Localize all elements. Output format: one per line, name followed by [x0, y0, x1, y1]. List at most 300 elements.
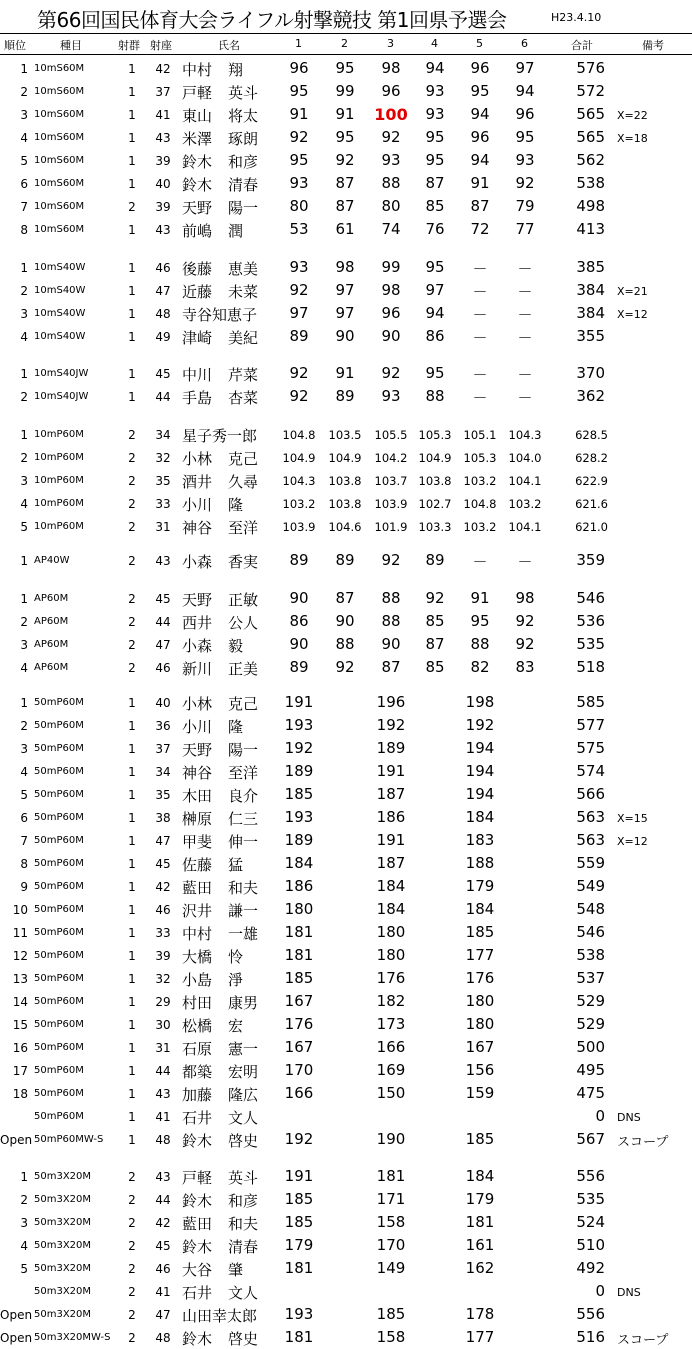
note-cell: DNS — [617, 1286, 641, 1299]
name-cell — [182, 739, 258, 760]
given-name: 杏菜 — [228, 389, 259, 407]
score-series-5: 181 — [465, 1213, 495, 1231]
score-series-3: 96 — [381, 82, 401, 100]
total-cell: 0 — [595, 1282, 605, 1300]
score-series-5: 96 — [470, 128, 490, 146]
total-cell: 559 — [576, 854, 605, 872]
score-series-2: 104.9 — [328, 451, 362, 465]
event-cell: 50mP60M — [34, 766, 84, 777]
position-cell: 39 — [155, 200, 171, 214]
score-series-4: 95 — [425, 128, 445, 146]
rank-cell: 2 — [20, 390, 28, 404]
name-cell — [182, 471, 258, 492]
score-series-3: 88 — [381, 174, 401, 192]
score-series-5: 194 — [465, 762, 495, 780]
name-cell — [182, 635, 243, 656]
table-row — [0, 514, 692, 537]
score-series-3: 103.9 — [374, 497, 408, 511]
score-series-3: 176 — [376, 969, 406, 987]
score-series-4: 85 — [425, 658, 445, 676]
given-name: 美紀 — [228, 329, 259, 347]
score-series-3: 88 — [381, 589, 401, 607]
family-name: 天野 — [182, 741, 213, 759]
rank-cell: 8 — [20, 857, 28, 871]
group-cell: 1 — [128, 1087, 136, 1101]
score-series-6: 92 — [515, 612, 535, 630]
given-name: 和夫 — [228, 1215, 259, 1233]
position-cell: 42 — [155, 1216, 171, 1230]
group-cell: 1 — [128, 903, 136, 917]
total-cell: 549 — [576, 877, 605, 895]
name-cell — [182, 854, 243, 875]
score-series-5: 194 — [465, 785, 495, 803]
score-series-6: 95 — [515, 128, 535, 146]
total-cell: 536 — [576, 612, 605, 630]
score-series-2: 97 — [335, 281, 355, 299]
event-cell: 10mS40W — [34, 308, 86, 319]
total-cell: 563 — [576, 808, 605, 826]
position-cell: 41 — [155, 1110, 171, 1124]
name-cell — [182, 364, 258, 385]
score-series-3: 74 — [381, 220, 401, 238]
total-cell: 362 — [576, 387, 605, 405]
table-row — [0, 125, 692, 148]
score-series-4: 87 — [425, 635, 445, 653]
table-row — [0, 148, 692, 171]
event-cell: 50m3X20MW-S — [34, 1332, 111, 1343]
total-cell: 385 — [576, 258, 605, 276]
event-cell: 10mS40JW — [34, 391, 89, 402]
event-cell: 10mS40W — [34, 285, 86, 296]
score-series-5: 177 — [465, 1328, 495, 1346]
score-series-1: 179 — [284, 1236, 314, 1254]
note-cell: X=15 — [617, 812, 648, 825]
score-series-4: 103.8 — [418, 474, 452, 488]
given-name: 和夫 — [228, 879, 259, 897]
position-cell: 46 — [155, 661, 171, 675]
score-series-3: 184 — [376, 900, 406, 918]
family-name: 前嶋 — [182, 222, 213, 240]
event-cell: 10mS60M — [34, 109, 85, 120]
score-series-4: 94 — [425, 59, 445, 77]
score-series-1: 93 — [289, 174, 309, 192]
family-name: 都築 — [182, 1063, 213, 1081]
rank-cell: 8 — [20, 223, 28, 237]
event-cell: 50mP60M — [34, 720, 84, 731]
table-row — [0, 1164, 692, 1187]
position-cell: 35 — [155, 474, 171, 488]
name-cell — [182, 1282, 258, 1303]
event-cell: 50mP60M — [34, 1042, 84, 1053]
position-cell: 43 — [155, 223, 171, 237]
position-cell: 45 — [155, 367, 171, 381]
header-rank: 順位 — [4, 39, 26, 52]
score-series-3: 80 — [381, 197, 401, 215]
name-cell — [182, 128, 258, 149]
event-cell: 10mS60M — [34, 63, 85, 74]
total-cell: 500 — [576, 1038, 605, 1056]
event-cell: 50mP60M — [34, 1111, 84, 1122]
table-row — [0, 874, 692, 897]
table-header — [0, 33, 692, 55]
score-series-5: 180 — [465, 1015, 495, 1033]
given-name: 和彦 — [228, 153, 259, 171]
event-cell: 50m3X20M — [34, 1194, 92, 1205]
score-series-1: 180 — [284, 900, 314, 918]
family-name: 加藤 — [182, 1086, 213, 1104]
rank-cell: 16 — [12, 1041, 28, 1055]
score-series-2: 91 — [335, 105, 355, 123]
score-series-3: 92 — [381, 551, 401, 569]
total-cell: 495 — [576, 1061, 605, 1079]
header-event: 種目 — [60, 39, 82, 52]
score-series-1: 89 — [289, 551, 309, 569]
group-cell: 2 — [128, 554, 136, 568]
score-series-6: － — [517, 306, 533, 324]
family-name: 鈴木 — [182, 1238, 213, 1256]
score-series-5: 82 — [470, 658, 490, 676]
name-cell — [182, 387, 258, 408]
score-series-3: 158 — [376, 1213, 406, 1231]
position-cell: 47 — [155, 834, 171, 848]
name-cell — [182, 1015, 243, 1036]
position-cell: 37 — [155, 742, 171, 756]
score-series-5: 184 — [465, 1167, 495, 1185]
score-series-3: 100 — [374, 105, 408, 124]
header-series-6: 6 — [521, 37, 528, 50]
position-cell: 33 — [155, 926, 171, 940]
family-name: 後藤 — [182, 260, 213, 278]
total-cell: 622.9 — [575, 474, 608, 488]
family-name: 戸軽 — [182, 84, 213, 102]
family-name: 沢井 — [182, 902, 213, 920]
note-cell: X=22 — [617, 109, 648, 122]
given-name: 琢朗 — [228, 130, 259, 148]
event-cell: 50mP60M — [34, 1019, 84, 1030]
rank-cell: 5 — [20, 1262, 28, 1276]
header-series-5: 5 — [476, 37, 483, 50]
total-cell: 535 — [576, 1190, 605, 1208]
given-name: 清春 — [228, 176, 259, 194]
total-cell: 355 — [576, 327, 605, 345]
name-cell — [182, 785, 258, 806]
rank-cell: 7 — [20, 200, 28, 214]
rank-cell: 6 — [20, 811, 28, 825]
rank-cell: 1 — [20, 428, 28, 442]
score-series-6: 97 — [515, 59, 535, 77]
rank-cell: 2 — [20, 85, 28, 99]
given-name: 隆広 — [228, 1086, 259, 1104]
score-series-3: 90 — [381, 635, 401, 653]
table-row — [0, 422, 692, 445]
group-cell: 1 — [128, 949, 136, 963]
score-series-6: 94 — [515, 82, 535, 100]
score-series-5: 94 — [470, 151, 490, 169]
name-cell — [182, 658, 258, 679]
score-series-6: 92 — [515, 174, 535, 192]
position-cell: 45 — [155, 592, 171, 606]
score-series-6: － — [517, 553, 533, 571]
event-cell: AP60M — [34, 639, 69, 650]
score-series-2: 98 — [335, 258, 355, 276]
group-cell: 1 — [128, 390, 136, 404]
group-cell: 2 — [128, 497, 136, 511]
rank-cell: 4 — [20, 765, 28, 779]
group-cell: 1 — [128, 995, 136, 1009]
group-cell: 1 — [128, 154, 136, 168]
rank-cell: 2 — [20, 451, 28, 465]
given-name: 久尋 — [228, 473, 259, 491]
rank-cell: 1 — [20, 554, 28, 568]
score-series-1: 191 — [284, 1167, 314, 1185]
score-series-3: 187 — [376, 854, 406, 872]
score-series-2: 91 — [335, 364, 355, 382]
table-row — [0, 1302, 692, 1325]
position-cell: 43 — [155, 1170, 171, 1184]
score-series-1: 92 — [289, 128, 309, 146]
family-name: 西井 — [182, 614, 213, 632]
family-name: 神谷 — [182, 519, 213, 537]
total-cell: 576 — [576, 59, 605, 77]
score-series-3: 166 — [376, 1038, 406, 1056]
event-cell: AP40W — [34, 555, 70, 566]
score-series-1: 96 — [289, 59, 309, 77]
header-notes: 備考 — [642, 39, 664, 52]
group-cell: 2 — [128, 1308, 136, 1322]
given-name: 肇 — [228, 1261, 244, 1279]
header-series-2: 2 — [341, 37, 348, 50]
score-series-2: 95 — [335, 128, 355, 146]
event-cell: 50mP60M — [34, 743, 84, 754]
score-series-1: 186 — [284, 877, 314, 895]
position-cell: 45 — [155, 1239, 171, 1253]
given-name: 猛 — [228, 856, 244, 874]
score-series-4: 104.9 — [418, 451, 452, 465]
score-series-5: － — [472, 306, 488, 324]
score-series-1: 103.2 — [282, 497, 316, 511]
name-cell — [182, 494, 243, 515]
event-cell: 10mS60M — [34, 201, 85, 212]
table-row — [0, 920, 692, 943]
score-series-5: 87 — [470, 197, 490, 215]
group-cell: 1 — [128, 223, 136, 237]
rank-cell: Open — [0, 1308, 33, 1322]
score-series-1: 181 — [284, 923, 314, 941]
score-series-6: 79 — [515, 197, 535, 215]
rank-cell: 3 — [20, 474, 28, 488]
score-series-5: 88 — [470, 635, 490, 653]
score-series-1: 181 — [284, 946, 314, 964]
group-cell: 1 — [128, 834, 136, 848]
given-name: 毅 — [228, 637, 244, 655]
header-series-1: 1 — [295, 37, 302, 50]
family-name: 神谷 — [182, 764, 213, 782]
score-series-5: 94 — [470, 105, 490, 123]
position-cell: 45 — [155, 857, 171, 871]
header-position: 射座 — [150, 39, 172, 52]
given-name: 克己 — [228, 695, 259, 713]
table-row — [0, 690, 692, 713]
name-cell — [182, 1084, 258, 1105]
name-cell — [182, 425, 257, 446]
score-series-5: － — [472, 329, 488, 347]
table-row — [0, 102, 692, 125]
name-cell — [182, 716, 243, 737]
group-cell: 1 — [128, 62, 136, 76]
position-cell: 41 — [155, 1285, 171, 1299]
total-cell: 492 — [576, 1259, 605, 1277]
position-cell: 47 — [155, 284, 171, 298]
score-series-1: 80 — [289, 197, 309, 215]
rank-cell: 1 — [20, 592, 28, 606]
group-cell: 2 — [128, 661, 136, 675]
group-cell: 1 — [128, 85, 136, 99]
given-name: 謙一 — [228, 902, 259, 920]
date-label: H23.4.10 — [551, 11, 602, 24]
event-cell: 50mP60M — [34, 789, 84, 800]
position-cell: 32 — [155, 972, 171, 986]
score-series-3: 180 — [376, 923, 406, 941]
score-series-4: 95 — [425, 151, 445, 169]
name-cell — [182, 877, 258, 898]
name-cell — [182, 105, 258, 126]
group-cell: 2 — [128, 451, 136, 465]
score-series-5: 177 — [465, 946, 495, 964]
score-series-3: 87 — [381, 658, 401, 676]
note-cell: X=21 — [617, 285, 648, 298]
event-cell: 10mS40JW — [34, 368, 89, 379]
table-row — [0, 1012, 692, 1035]
name-cell — [182, 1061, 258, 1082]
score-series-5: 180 — [465, 992, 495, 1010]
name-cell — [182, 946, 243, 967]
given-name: 啓史 — [228, 1132, 259, 1150]
score-series-1: 193 — [284, 1305, 314, 1323]
family-name: 寺谷知恵子 — [182, 306, 258, 324]
total-cell: 510 — [576, 1236, 605, 1254]
group-cell: 2 — [128, 1331, 136, 1345]
note-cell: X=18 — [617, 132, 648, 145]
score-series-2: 103.5 — [328, 428, 362, 442]
family-name: 石井 — [182, 1109, 213, 1127]
table-row — [0, 1058, 692, 1081]
score-series-6: 104.1 — [508, 520, 542, 534]
score-series-3: 101.9 — [374, 520, 408, 534]
family-name: 鈴木 — [182, 1132, 213, 1150]
family-name: 小川 — [182, 718, 213, 736]
position-cell: 48 — [155, 1133, 171, 1147]
score-series-3: 189 — [376, 739, 406, 757]
total-cell: 621.0 — [575, 520, 608, 534]
score-series-1: 103.9 — [282, 520, 316, 534]
score-series-5: 184 — [465, 808, 495, 826]
event-cell: 50mP60M — [34, 697, 84, 708]
rank-cell: 7 — [20, 834, 28, 848]
score-series-5: － — [472, 389, 488, 407]
score-series-1: 189 — [284, 762, 314, 780]
family-name: 松橋 — [182, 1017, 213, 1035]
given-name: 未菜 — [228, 283, 259, 301]
event-cell: 50mP60MW-S — [34, 1134, 104, 1145]
event-cell: 10mP60M — [34, 452, 84, 463]
position-cell: 36 — [155, 719, 171, 733]
table-row — [0, 491, 692, 514]
table-row — [0, 713, 692, 736]
page-title: 第66回国民体育大会ライフル射撃競技 第1回県予選会 — [37, 8, 507, 32]
total-cell: 628.2 — [575, 451, 608, 465]
score-series-1: 192 — [284, 1130, 314, 1148]
group-cell: 1 — [128, 284, 136, 298]
score-series-4: 85 — [425, 197, 445, 215]
rank-cell: 1 — [20, 1170, 28, 1184]
name-cell — [182, 1167, 258, 1188]
given-name: 陽一 — [228, 741, 259, 759]
note-cell: X=12 — [617, 835, 648, 848]
score-series-3: 90 — [381, 327, 401, 345]
name-cell — [182, 281, 258, 302]
score-series-5: 103.2 — [463, 520, 497, 534]
score-series-6: 104.3 — [508, 428, 542, 442]
table-row — [0, 586, 692, 609]
score-series-1: 185 — [284, 969, 314, 987]
note-cell: スコープ — [617, 1135, 669, 1150]
score-series-1: 181 — [284, 1328, 314, 1346]
table-row — [0, 1035, 692, 1058]
family-name: 東山 — [182, 107, 213, 125]
event-cell: 50mP60M — [34, 927, 84, 938]
score-series-1: 95 — [289, 82, 309, 100]
given-name: 英斗 — [228, 84, 259, 102]
score-series-5: 95 — [470, 82, 490, 100]
given-name: 憲一 — [228, 1040, 259, 1058]
position-cell: 46 — [155, 1262, 171, 1276]
name-cell — [182, 448, 258, 469]
total-cell: 548 — [576, 900, 605, 918]
name-cell — [182, 1107, 258, 1128]
table-row — [0, 943, 692, 966]
rank-cell: 15 — [12, 1018, 28, 1032]
rank-cell: 12 — [12, 949, 28, 963]
event-cell: 50m3X20M — [34, 1309, 92, 1320]
table-row — [0, 171, 692, 194]
position-cell: 40 — [155, 177, 171, 191]
group-cell: 1 — [128, 261, 136, 275]
position-cell: 44 — [155, 390, 171, 404]
score-series-1: 104.3 — [282, 474, 316, 488]
event-cell: 10mS40W — [34, 262, 86, 273]
rank-cell: 1 — [20, 261, 28, 275]
name-cell — [182, 304, 257, 325]
total-cell: 566 — [576, 785, 605, 803]
score-series-3: 105.5 — [374, 428, 408, 442]
group-cell: 1 — [128, 177, 136, 191]
score-series-1: 93 — [289, 258, 309, 276]
header-name: 氏名 — [218, 39, 240, 52]
total-cell: 370 — [576, 364, 605, 382]
total-cell: 572 — [576, 82, 605, 100]
score-series-1: 95 — [289, 151, 309, 169]
family-name: 中村 — [182, 925, 213, 943]
rank-cell: 3 — [20, 307, 28, 321]
rank-cell: 1 — [20, 62, 28, 76]
header-group: 射群 — [118, 39, 140, 52]
total-cell: 577 — [576, 716, 605, 734]
group-cell: 2 — [128, 520, 136, 534]
event-cell: 10mS60M — [34, 224, 85, 235]
group-cell: 1 — [128, 926, 136, 940]
event-cell: AP60M — [34, 662, 69, 673]
event-cell: 50mP60M — [34, 1088, 84, 1099]
